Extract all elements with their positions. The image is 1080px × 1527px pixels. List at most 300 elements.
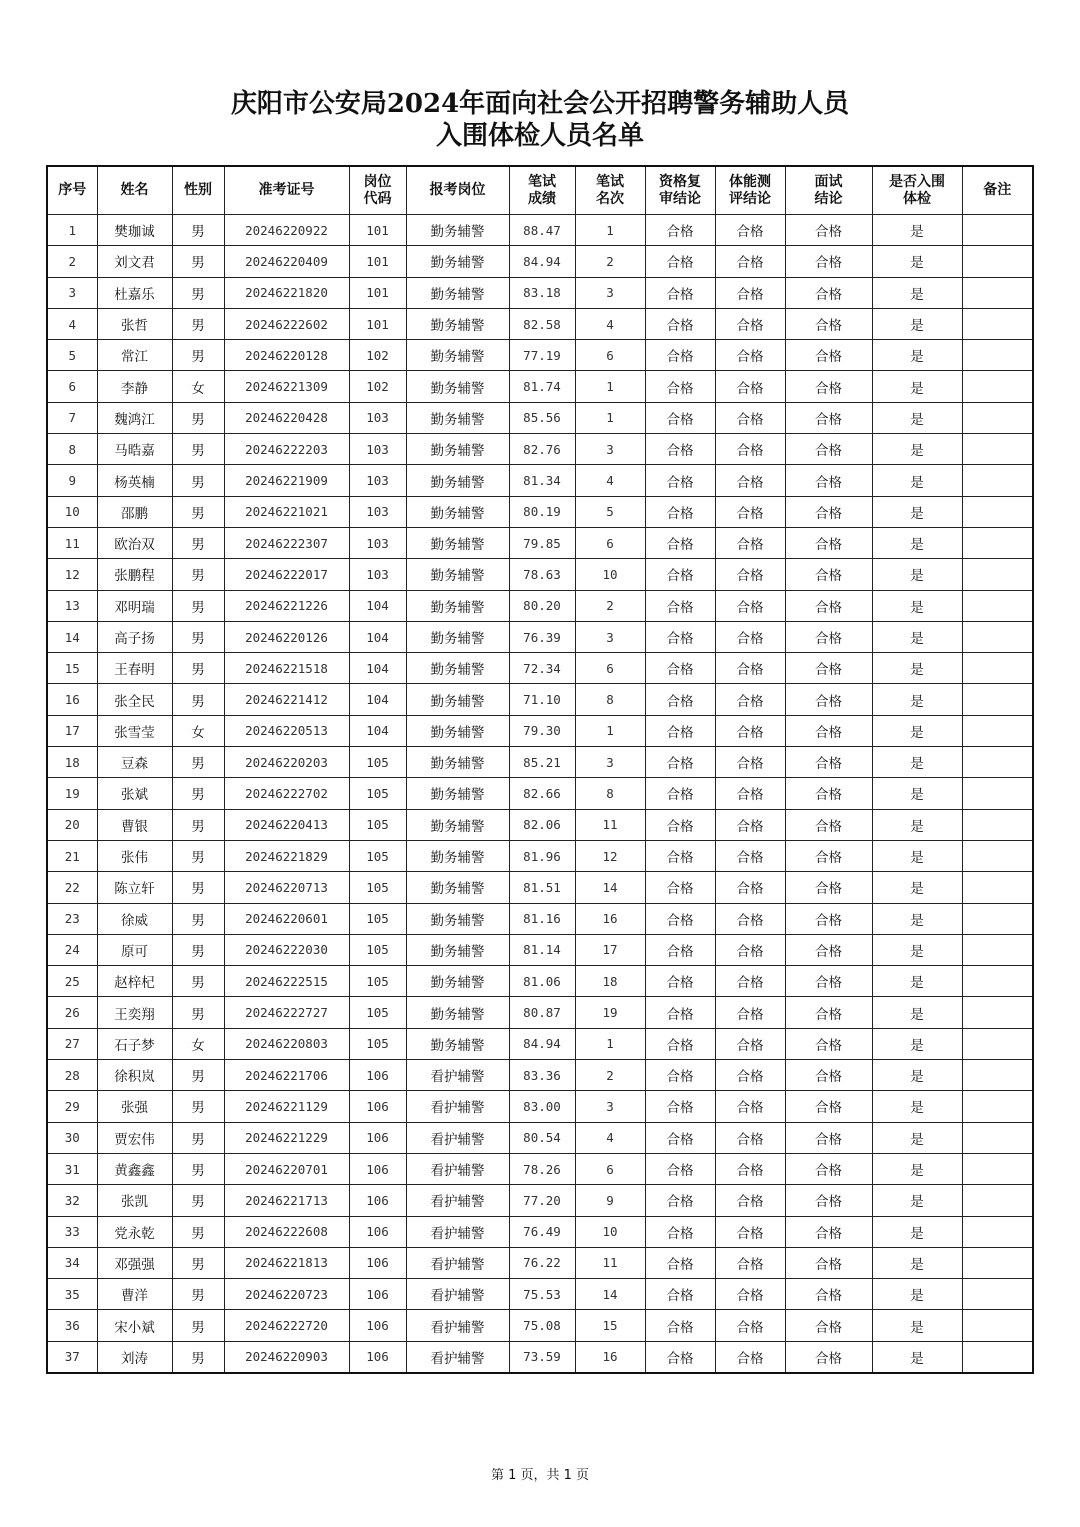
cell-interview: 合格 <box>785 590 872 621</box>
cell-qualification-review: 合格 <box>645 215 715 246</box>
cell-seq: 11 <box>47 527 97 558</box>
cell-written-rank: 1 <box>575 715 645 746</box>
cell-qualification-review: 合格 <box>645 997 715 1028</box>
table-row <box>47 653 1033 684</box>
cell-remarks <box>962 371 1033 402</box>
cell-gender: 男 <box>172 1247 224 1278</box>
cell-seq: 9 <box>47 465 97 496</box>
cell-gender: 男 <box>172 684 224 715</box>
cell-exam-id: 20246221226 <box>224 590 349 621</box>
cell-seq: 23 <box>47 903 97 934</box>
cell-post: 看护辅警 <box>406 1341 509 1373</box>
cell-gender: 男 <box>172 1279 224 1310</box>
cell-written-score: 82.66 <box>509 778 575 809</box>
cell-interview: 合格 <box>785 402 872 433</box>
cell-name: 张斌 <box>97 778 172 809</box>
cell-exam-id: 20246222515 <box>224 966 349 997</box>
cell-post: 勤务辅警 <box>406 465 509 496</box>
table-row <box>47 1216 1033 1247</box>
cell-fitness-test: 合格 <box>715 590 785 621</box>
cell-written-score: 79.30 <box>509 715 575 746</box>
cell-qualification-review: 合格 <box>645 590 715 621</box>
table-row <box>47 559 1033 590</box>
cell-remarks <box>962 621 1033 652</box>
cell-qualification-review: 合格 <box>645 684 715 715</box>
cell-interview: 合格 <box>785 215 872 246</box>
cell-interview: 合格 <box>785 747 872 778</box>
cell-post-code: 106 <box>349 1185 406 1216</box>
cell-written-rank: 19 <box>575 997 645 1028</box>
cell-interview: 合格 <box>785 903 872 934</box>
cell-written-rank: 10 <box>575 1216 645 1247</box>
cell-fitness-test: 合格 <box>715 1216 785 1247</box>
cell-seq: 35 <box>47 1279 97 1310</box>
cell-medical-exam: 是 <box>872 809 962 840</box>
cell-interview: 合格 <box>785 496 872 527</box>
cell-seq: 32 <box>47 1185 97 1216</box>
cell-gender: 男 <box>172 747 224 778</box>
cell-interview: 合格 <box>785 308 872 339</box>
cell-written-rank: 1 <box>575 371 645 402</box>
cell-remarks <box>962 1185 1033 1216</box>
cell-interview: 合格 <box>785 1028 872 1059</box>
cell-exam-id: 20246220409 <box>224 246 349 277</box>
cell-name: 张雪莹 <box>97 715 172 746</box>
cell-written-score: 72.34 <box>509 653 575 684</box>
cell-exam-id: 20246220903 <box>224 1341 349 1373</box>
cell-written-score: 82.58 <box>509 308 575 339</box>
cell-fitness-test: 合格 <box>715 684 785 715</box>
cell-interview: 合格 <box>785 559 872 590</box>
cell-qualification-review: 合格 <box>645 747 715 778</box>
cell-remarks <box>962 715 1033 746</box>
cell-written-score: 71.10 <box>509 684 575 715</box>
cell-written-score: 81.74 <box>509 371 575 402</box>
cell-post-code: 106 <box>349 1341 406 1373</box>
cell-seq: 24 <box>47 934 97 965</box>
cell-post: 勤务辅警 <box>406 402 509 433</box>
cell-qualification-review: 合格 <box>645 246 715 277</box>
cell-interview: 合格 <box>785 1279 872 1310</box>
cell-seq: 14 <box>47 621 97 652</box>
table-row <box>47 715 1033 746</box>
cell-fitness-test: 合格 <box>715 1247 785 1278</box>
cell-post-code: 101 <box>349 277 406 308</box>
table-row <box>47 684 1033 715</box>
cell-written-score: 85.56 <box>509 402 575 433</box>
cell-gender: 男 <box>172 621 224 652</box>
cell-medical-exam: 是 <box>872 1247 962 1278</box>
cell-seq: 36 <box>47 1310 97 1341</box>
cell-written-score: 81.51 <box>509 872 575 903</box>
cell-name: 黄鑫鑫 <box>97 1153 172 1184</box>
table-row <box>47 621 1033 652</box>
cell-remarks <box>962 277 1033 308</box>
cell-qualification-review: 合格 <box>645 778 715 809</box>
cell-written-score: 76.39 <box>509 621 575 652</box>
cell-name: 常江 <box>97 340 172 371</box>
cell-medical-exam: 是 <box>872 277 962 308</box>
cell-exam-id: 20246222307 <box>224 527 349 558</box>
cell-interview: 合格 <box>785 246 872 277</box>
cell-name: 曹银 <box>97 809 172 840</box>
cell-gender: 男 <box>172 340 224 371</box>
cell-post-code: 106 <box>349 1310 406 1341</box>
table-row <box>47 590 1033 621</box>
cell-fitness-test: 合格 <box>715 653 785 684</box>
cell-written-score: 82.06 <box>509 809 575 840</box>
cell-name: 李静 <box>97 371 172 402</box>
cell-gender: 男 <box>172 496 224 527</box>
cell-fitness-test: 合格 <box>715 903 785 934</box>
table-row <box>47 934 1033 965</box>
cell-written-score: 73.59 <box>509 1341 575 1373</box>
cell-name: 豆森 <box>97 747 172 778</box>
cell-written-rank: 5 <box>575 496 645 527</box>
cell-written-score: 83.36 <box>509 1060 575 1091</box>
cell-written-score: 75.53 <box>509 1279 575 1310</box>
cell-remarks <box>962 1028 1033 1059</box>
table-row <box>47 1091 1033 1122</box>
cell-qualification-review: 合格 <box>645 559 715 590</box>
cell-post: 勤务辅警 <box>406 966 509 997</box>
cell-interview: 合格 <box>785 1341 872 1373</box>
cell-post: 看护辅警 <box>406 1279 509 1310</box>
cell-post: 勤务辅警 <box>406 809 509 840</box>
cell-written-rank: 4 <box>575 1122 645 1153</box>
cell-gender: 男 <box>172 653 224 684</box>
cell-remarks <box>962 778 1033 809</box>
cell-gender: 男 <box>172 1216 224 1247</box>
cell-post: 看护辅警 <box>406 1310 509 1341</box>
cell-written-score: 77.20 <box>509 1185 575 1216</box>
table-row <box>47 402 1033 433</box>
cell-seq: 7 <box>47 402 97 433</box>
cell-name: 陈立轩 <box>97 872 172 903</box>
header-medical-exam: 是否入围 体检 <box>872 166 962 215</box>
cell-remarks <box>962 1310 1033 1341</box>
cell-exam-id: 20246220723 <box>224 1279 349 1310</box>
cell-written-rank: 3 <box>575 747 645 778</box>
cell-post-code: 106 <box>349 1122 406 1153</box>
cell-gender: 男 <box>172 966 224 997</box>
cell-seq: 30 <box>47 1122 97 1153</box>
table-row <box>47 465 1033 496</box>
cell-interview: 合格 <box>785 997 872 1028</box>
cell-written-score: 80.20 <box>509 590 575 621</box>
cell-written-rank: 14 <box>575 1279 645 1310</box>
cell-interview: 合格 <box>785 966 872 997</box>
cell-post-code: 101 <box>349 308 406 339</box>
cell-name: 高子扬 <box>97 621 172 652</box>
document-subtitle: 入围体检人员名单 <box>435 121 644 151</box>
cell-post-code: 102 <box>349 371 406 402</box>
cell-interview: 合格 <box>785 1153 872 1184</box>
cell-fitness-test: 合格 <box>715 277 785 308</box>
table-row <box>47 1341 1033 1373</box>
cell-written-score: 80.54 <box>509 1122 575 1153</box>
cell-post-code: 105 <box>349 840 406 871</box>
cell-seq: 1 <box>47 215 97 246</box>
cell-medical-exam: 是 <box>872 215 962 246</box>
cell-seq: 19 <box>47 778 97 809</box>
cell-seq: 6 <box>47 371 97 402</box>
cell-fitness-test: 合格 <box>715 715 785 746</box>
cell-fitness-test: 合格 <box>715 747 785 778</box>
cell-written-score: 76.49 <box>509 1216 575 1247</box>
table-row <box>47 1247 1033 1278</box>
cell-exam-id: 20246221829 <box>224 840 349 871</box>
cell-medical-exam: 是 <box>872 1185 962 1216</box>
cell-exam-id: 20246222608 <box>224 1216 349 1247</box>
cell-written-score: 81.14 <box>509 934 575 965</box>
cell-post: 勤务辅警 <box>406 653 509 684</box>
header-interview: 面试 结论 <box>785 166 872 215</box>
cell-qualification-review: 合格 <box>645 1060 715 1091</box>
cell-name: 魏鸿江 <box>97 402 172 433</box>
cell-post-code: 104 <box>349 590 406 621</box>
cell-qualification-review: 合格 <box>645 465 715 496</box>
cell-written-rank: 2 <box>575 246 645 277</box>
cell-qualification-review: 合格 <box>645 308 715 339</box>
cell-gender: 男 <box>172 778 224 809</box>
cell-exam-id: 20246220413 <box>224 809 349 840</box>
cell-post: 勤务辅警 <box>406 778 509 809</box>
cell-remarks <box>962 402 1033 433</box>
cell-seq: 8 <box>47 434 97 465</box>
cell-interview: 合格 <box>785 465 872 496</box>
cell-qualification-review: 合格 <box>645 527 715 558</box>
cell-seq: 21 <box>47 840 97 871</box>
cell-seq: 20 <box>47 809 97 840</box>
cell-medical-exam: 是 <box>872 903 962 934</box>
cell-medical-exam: 是 <box>872 559 962 590</box>
cell-fitness-test: 合格 <box>715 496 785 527</box>
cell-written-score: 79.85 <box>509 527 575 558</box>
cell-exam-id: 20246222203 <box>224 434 349 465</box>
cell-written-rank: 8 <box>575 778 645 809</box>
cell-post-code: 105 <box>349 966 406 997</box>
cell-name: 徐积岚 <box>97 1060 172 1091</box>
table-row <box>47 840 1033 871</box>
cell-exam-id: 20246220701 <box>224 1153 349 1184</box>
cell-written-score: 82.76 <box>509 434 575 465</box>
cell-written-rank: 12 <box>575 840 645 871</box>
cell-gender: 男 <box>172 1341 224 1373</box>
cell-post-code: 105 <box>349 747 406 778</box>
cell-seq: 18 <box>47 747 97 778</box>
cell-medical-exam: 是 <box>872 934 962 965</box>
cell-post: 勤务辅警 <box>406 340 509 371</box>
cell-seq: 15 <box>47 653 97 684</box>
cell-interview: 合格 <box>785 1247 872 1278</box>
header-name: 姓名 <box>97 166 172 215</box>
table-header-row <box>47 166 1033 215</box>
cell-fitness-test: 合格 <box>715 966 785 997</box>
cell-post-code: 104 <box>349 621 406 652</box>
cell-name: 张鹏程 <box>97 559 172 590</box>
cell-written-score: 77.19 <box>509 340 575 371</box>
cell-written-rank: 4 <box>575 465 645 496</box>
cell-written-score: 88.47 <box>509 215 575 246</box>
cell-medical-exam: 是 <box>872 308 962 339</box>
cell-remarks <box>962 1122 1033 1153</box>
cell-post: 勤务辅警 <box>406 684 509 715</box>
cell-gender: 男 <box>172 1153 224 1184</box>
cell-post-code: 101 <box>349 215 406 246</box>
cell-fitness-test: 合格 <box>715 934 785 965</box>
cell-fitness-test: 合格 <box>715 559 785 590</box>
cell-seq: 12 <box>47 559 97 590</box>
cell-fitness-test: 合格 <box>715 1060 785 1091</box>
cell-post: 勤务辅警 <box>406 840 509 871</box>
cell-qualification-review: 合格 <box>645 402 715 433</box>
cell-written-rank: 16 <box>575 903 645 934</box>
cell-exam-id: 20246220428 <box>224 402 349 433</box>
cell-remarks <box>962 1091 1033 1122</box>
cell-remarks <box>962 496 1033 527</box>
cell-fitness-test: 合格 <box>715 465 785 496</box>
cell-exam-id: 20246221412 <box>224 684 349 715</box>
cell-post-code: 103 <box>349 496 406 527</box>
cell-seq: 25 <box>47 966 97 997</box>
cell-written-rank: 6 <box>575 527 645 558</box>
cell-qualification-review: 合格 <box>645 840 715 871</box>
cell-fitness-test: 合格 <box>715 246 785 277</box>
cell-written-rank: 16 <box>575 1341 645 1373</box>
cell-name: 邓明瑞 <box>97 590 172 621</box>
cell-post: 看护辅警 <box>406 1247 509 1278</box>
cell-fitness-test: 合格 <box>715 1091 785 1122</box>
cell-written-score: 84.94 <box>509 1028 575 1059</box>
header-gender: 性别 <box>172 166 224 215</box>
cell-post: 勤务辅警 <box>406 934 509 965</box>
cell-written-score: 84.94 <box>509 246 575 277</box>
cell-post-code: 106 <box>349 1216 406 1247</box>
cell-post-code: 104 <box>349 653 406 684</box>
cell-name: 邓强强 <box>97 1247 172 1278</box>
cell-gender: 男 <box>172 1060 224 1091</box>
cell-interview: 合格 <box>785 277 872 308</box>
cell-remarks <box>962 1216 1033 1247</box>
cell-remarks <box>962 559 1033 590</box>
cell-written-score: 76.22 <box>509 1247 575 1278</box>
cell-remarks <box>962 246 1033 277</box>
cell-qualification-review: 合格 <box>645 1247 715 1278</box>
cell-written-rank: 1 <box>575 402 645 433</box>
cell-exam-id: 20246222030 <box>224 934 349 965</box>
cell-post: 看护辅警 <box>406 1153 509 1184</box>
table-row <box>47 527 1033 558</box>
cell-exam-id: 20246220128 <box>224 340 349 371</box>
cell-exam-id: 20246220713 <box>224 872 349 903</box>
cell-written-score: 85.21 <box>509 747 575 778</box>
cell-medical-exam: 是 <box>872 1310 962 1341</box>
cell-exam-id: 20246222017 <box>224 559 349 590</box>
table-row <box>47 1310 1033 1341</box>
cell-post-code: 104 <box>349 715 406 746</box>
cell-remarks <box>962 527 1033 558</box>
cell-gender: 男 <box>172 840 224 871</box>
cell-name: 刘文君 <box>97 246 172 277</box>
cell-fitness-test: 合格 <box>715 778 785 809</box>
cell-fitness-test: 合格 <box>715 1279 785 1310</box>
cell-fitness-test: 合格 <box>715 809 785 840</box>
cell-interview: 合格 <box>785 340 872 371</box>
cell-qualification-review: 合格 <box>645 1341 715 1373</box>
cell-written-rank: 17 <box>575 934 645 965</box>
cell-gender: 男 <box>172 903 224 934</box>
cell-qualification-review: 合格 <box>645 1310 715 1341</box>
cell-name: 张伟 <box>97 840 172 871</box>
cell-fitness-test: 合格 <box>715 1153 785 1184</box>
cell-written-score: 80.87 <box>509 997 575 1028</box>
cell-written-rank: 8 <box>575 684 645 715</box>
cell-exam-id: 20246222602 <box>224 308 349 339</box>
cell-post-code: 106 <box>349 1247 406 1278</box>
cell-remarks <box>962 1060 1033 1091</box>
cell-post-code: 106 <box>349 1060 406 1091</box>
cell-qualification-review: 合格 <box>645 872 715 903</box>
cell-post: 勤务辅警 <box>406 872 509 903</box>
cell-written-score: 83.00 <box>509 1091 575 1122</box>
cell-seq: 3 <box>47 277 97 308</box>
cell-seq: 28 <box>47 1060 97 1091</box>
cell-interview: 合格 <box>785 1060 872 1091</box>
cell-post: 勤务辅警 <box>406 308 509 339</box>
cell-medical-exam: 是 <box>872 840 962 871</box>
cell-exam-id: 20246221713 <box>224 1185 349 1216</box>
cell-medical-exam: 是 <box>872 747 962 778</box>
cell-name: 徐威 <box>97 903 172 934</box>
cell-interview: 合格 <box>785 1122 872 1153</box>
cell-written-rank: 6 <box>575 1153 645 1184</box>
table-row <box>47 997 1033 1028</box>
header-exam-id: 准考证号 <box>224 166 349 215</box>
cell-medical-exam: 是 <box>872 1279 962 1310</box>
cell-interview: 合格 <box>785 934 872 965</box>
cell-gender: 男 <box>172 1122 224 1153</box>
cell-name: 马晧嘉 <box>97 434 172 465</box>
cell-medical-exam: 是 <box>872 496 962 527</box>
cell-exam-id: 20246220922 <box>224 215 349 246</box>
cell-post: 勤务辅警 <box>406 559 509 590</box>
cell-seq: 27 <box>47 1028 97 1059</box>
cell-written-rank: 2 <box>575 590 645 621</box>
cell-medical-exam: 是 <box>872 997 962 1028</box>
cell-gender: 男 <box>172 590 224 621</box>
cell-post: 勤务辅警 <box>406 496 509 527</box>
table-row <box>47 1028 1033 1059</box>
cell-medical-exam: 是 <box>872 465 962 496</box>
table-body <box>47 215 1033 1373</box>
candidate-table <box>46 165 1034 1374</box>
table-row <box>47 1185 1033 1216</box>
table-row <box>47 215 1033 246</box>
cell-remarks <box>962 997 1033 1028</box>
cell-name: 杨英楠 <box>97 465 172 496</box>
cell-qualification-review: 合格 <box>645 277 715 308</box>
cell-written-rank: 3 <box>575 434 645 465</box>
cell-written-rank: 6 <box>575 653 645 684</box>
cell-qualification-review: 合格 <box>645 621 715 652</box>
cell-written-rank: 3 <box>575 277 645 308</box>
cell-written-rank: 1 <box>575 1028 645 1059</box>
cell-post-code: 106 <box>349 1279 406 1310</box>
cell-remarks <box>962 215 1033 246</box>
cell-written-score: 81.34 <box>509 465 575 496</box>
cell-medical-exam: 是 <box>872 1216 962 1247</box>
